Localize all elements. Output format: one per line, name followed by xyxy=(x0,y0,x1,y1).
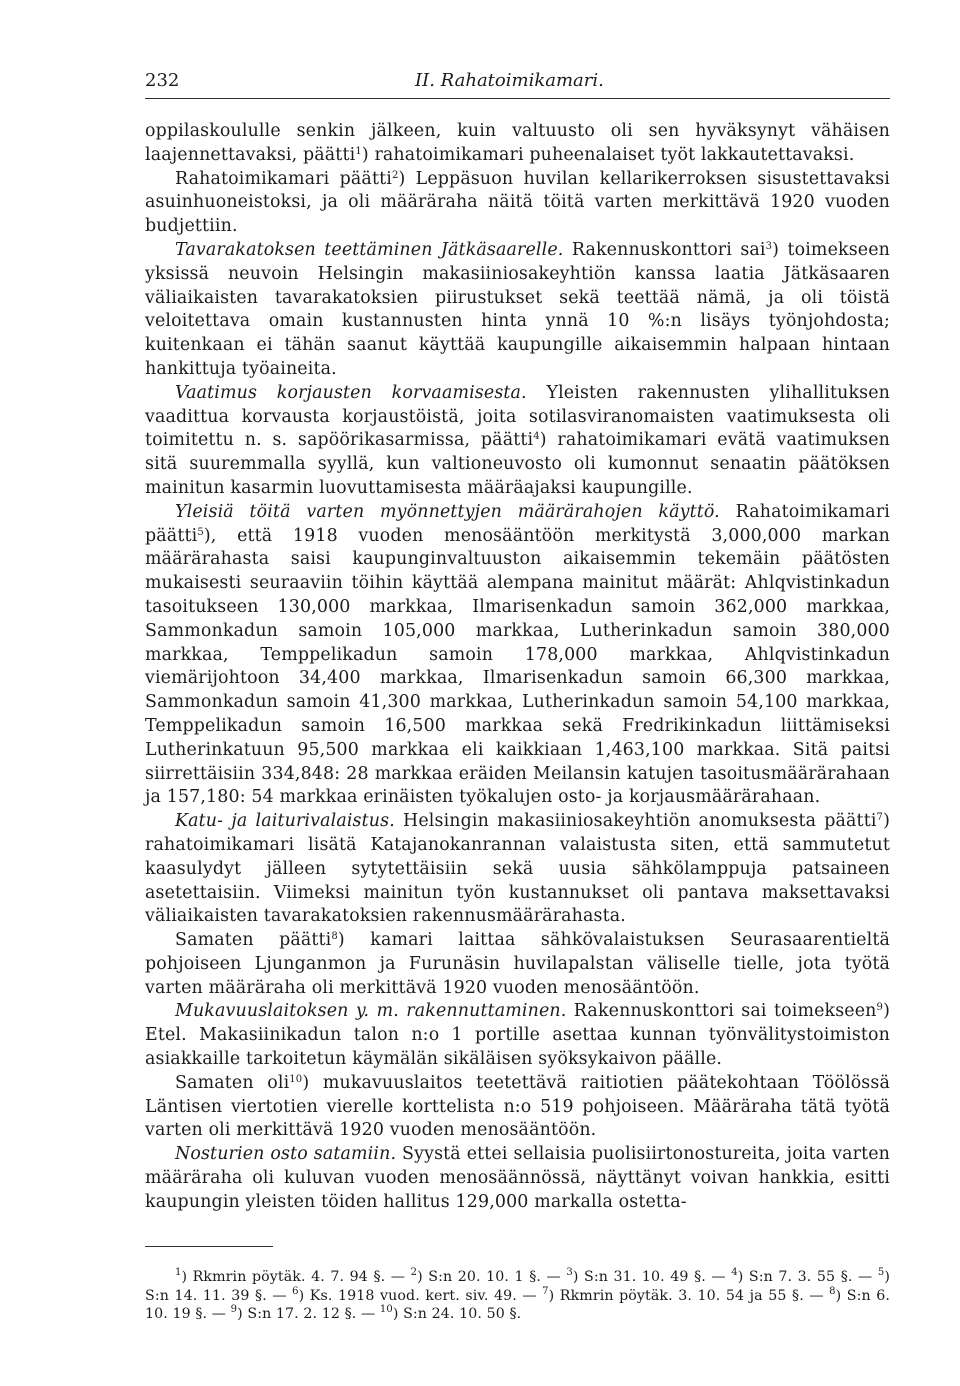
footnote-number: 9 xyxy=(230,1304,238,1315)
paragraph-text: Rahatoimikamari päätti xyxy=(145,501,891,546)
paragraph-text: ) rahatoimikamari evätä vaatimuksen sitä suuremmalla syyllä, kun valtioneuvosto oli kumonnut senaatin päätöksen mainitun kasarmin luovuttamisesta määräajaksi kaupungille. xyxy=(145,430,890,498)
paragraph xyxy=(145,1072,890,1143)
footnote-marker: 7 xyxy=(876,812,884,824)
paragraph-heading: Yleisiä töitä varten myönnettyjen määrärahojen käyttö. xyxy=(175,501,720,522)
paragraph-text: ) toimekseen yksissä neuvoin Helsingin makasiiniosakeyhtiön kanssa laatia Jätkäsaaren väliaikaisten tavarakatoksien piirustukset sekä teettää nämä, ja oli töistä veloitettava omain kustannusten hinta ynnä 10 %:n lisäys työnjohdosta; kuitenkaan ei tähän saanut käyttää kaupungille aikaisemmin halpaan hintaan hankittuja työaineita. xyxy=(145,239,891,379)
running-head xyxy=(145,70,890,96)
footnote-number: 10 xyxy=(379,1304,393,1315)
footnote-text: ) S:n 6. 10. 19 §. — xyxy=(145,1287,890,1322)
footnote-text: ) Rkmrin pöytäk. 4. 7. 94 §. — xyxy=(181,1269,411,1285)
paragraph-text: ) mukavuuslaitos teetettävä raitiotien päätekohtaan Töölössä Läntisen viertotien vierelle korttelista n:o 519 pohjoiseen. Määräraha tätä työtä varten oli merkittävä 1920 vuoden menosääntöön. xyxy=(145,1072,890,1141)
footnote-text: ) S:n 31. 10. 49 §. — xyxy=(572,1269,732,1285)
footnote-number: 2 xyxy=(410,1267,418,1278)
footnote-number: 8 xyxy=(829,1285,836,1297)
footnote-number: 3 xyxy=(566,1267,573,1278)
footnote-marker: 5 xyxy=(197,526,204,538)
paragraph-heading: Tavarakatoksen teettäminen Jätkäsaarelle. xyxy=(175,239,564,260)
paragraph-text: ) Leppäsuon huvilan kellarikerroksen sisustettavaksi asuinhuoneistoksi, ja oli määräraha näitä töitä varten merkittävä 1920 vuoden budjettiin. xyxy=(145,168,890,237)
paragraph-heading: Mukavuuslaitoksen y. m. rakennuttaminen. xyxy=(175,1001,567,1022)
paragraph-text: ) rahatoimikamari puheenalaiset työt lakkautettavaksi. xyxy=(361,144,855,165)
section-title: II. Rahatoimikamari. xyxy=(415,70,604,91)
footnote-marker: 1 xyxy=(355,145,362,157)
paragraph-text: ) Etel. Makasiinikadun talon n:o 1 portille asettaa kunnan työnvälitystoimiston asiakkaille tarkoitetun käymälän sikäläisen syöksykaivon päälle. xyxy=(145,1001,890,1070)
paragraph xyxy=(145,120,890,168)
footnote-text: ) S:n 7. 3. 55 §. — xyxy=(737,1269,878,1285)
footnote-marker: 9 xyxy=(876,1002,884,1014)
paragraph xyxy=(145,810,890,929)
paragraph xyxy=(145,382,890,501)
paragraph-heading: Nosturien osto satamiin. xyxy=(175,1144,397,1165)
header-rule xyxy=(145,98,890,99)
footnote-number: 6 xyxy=(292,1285,299,1297)
paragraph-text: ) kamari laittaa sähkövalaistuksen Seurasaarentieltä pohjoiseen Ljunganmon ja Furunäsin huvilapalstan väliselle tielle, jota työtä varten määräraha oli merkittävä 1920 vuoden menosääntöön. xyxy=(145,930,890,998)
paragraph xyxy=(145,168,890,239)
paragraph-text: Rakennuskonttori sai toimekseen xyxy=(566,1001,877,1022)
paragraph xyxy=(145,239,890,382)
footnote-number: 1 xyxy=(175,1267,182,1278)
page-number: 232 xyxy=(145,70,180,91)
footnote-marker: 3 xyxy=(765,240,773,252)
footnote-text: ) S:n 24. 10. 50 §. xyxy=(392,1306,522,1322)
footnote-marker: 4 xyxy=(533,431,540,443)
footnote-paragraph xyxy=(145,1268,890,1324)
paragraph-text: ), että 1918 vuoden menosääntöön merkitystä 3,000,000 markan määrärahasta saisi kaupunginvaltuuston aikaisemmin tekemäin päätösten mukaisesti seuraaviin töihin käyttää alempana mainitut määrät: Ahlqvistinkadun tasoitukseen 130,000 markkaa, Ilmarisenkadun samoin 362,000 markkaa, Sammonkadun samoin 105,000 markkaa, Lutherinkadun samoin 380,000 markkaa, Temppelikadun samoin 178,000 markkaa, Ahlqvistinkadun viemärijohtoon 34,400 markkaa, Ilmarisenkadun samoin 66,300 markkaa, Sammonkadun samoin 41,300 markkaa, Lutherinkadun samoin 54,100 markkaa, Temppelikadun samoin 16,500 markkaa sekä Fredrikinkadun liittämiseksi Lutherinkatuun 95,500 markkaa eli kaikkiaan 1,463,100 markkaa. Sitä paitsi siirrettäisiin 334,848: 28 markkaa eräiden Meilansin katujen tasoitusmäärärahaan ja 157,180: 54 markkaa erinäisten työkalujen osto- ja korjausmäärärahaan. xyxy=(145,525,890,808)
paragraph xyxy=(145,501,890,810)
paragraph-text: Rakennuskonttori sai xyxy=(563,239,766,260)
footnote-text: ) Rkmrin pöytäk. 3. 10. 54 ja 55 §. — xyxy=(548,1287,830,1304)
paragraph-text: Samaten oli xyxy=(175,1072,290,1093)
paragraph-text: Yleisten rakennusten ylihallituksen vaadittua korvausta korjaustöistä, joita sotilasviranomaisten vaatimuksesta oli toimitettu n. s. sapöörikasarmissa, päätti xyxy=(145,382,891,451)
footnote-marker: 10 xyxy=(289,1073,303,1085)
footnote-text: ) S:n 20. 10. 1 §. — xyxy=(417,1269,567,1285)
body-text xyxy=(145,120,890,1215)
footnotes xyxy=(145,1268,890,1324)
footnote-number: 4 xyxy=(731,1267,738,1278)
footnote-text: ) S:n 17. 2. 12 §. — xyxy=(237,1306,380,1322)
paragraph-text: Rahatoimikamari päätti xyxy=(175,168,392,189)
footnote-number: 7 xyxy=(542,1285,549,1297)
paragraph xyxy=(145,1000,890,1071)
paragraph-text: Helsingin makasiiniosakeyhtiön anomuksesta päätti xyxy=(394,811,877,832)
footnote-marker: 2 xyxy=(391,169,399,181)
footnote-rule xyxy=(145,1246,273,1247)
paragraph-heading: Katu- ja laiturivalaistus. xyxy=(175,811,395,832)
footnote-text: ) S:n 14. 11. 39 §. — xyxy=(145,1269,890,1304)
paragraph-text: Syystä ettei sellaisia puolisiirtonostureita, joita varten määräraha oli kuluvan vuoden menosäännössä, näyttänyt voivan hankkia, esitti kaupungin yleisten töiden hallitus 129,000 markalla ostetta- xyxy=(145,1144,890,1212)
paragraph-text: ) rahatoimikamari lisätä Katajanokanrannan valaistusta siten, että sammutetut kaasulydyt jälleen sytytettäisiin sekä uusia sähkölamppuja patsaineen asetettaisiin. Viimeksi mainitun työn kustannukset oli pantava maksettavaksi väliaikaisten tavarakatoksien rakennusmäärärahasta. xyxy=(145,811,890,927)
paragraph xyxy=(145,929,890,1000)
paragraph-text: Samaten päätti xyxy=(175,930,332,951)
paragraph-text: oppilaskoululle senkin jälkeen, kuin valtuusto oli sen hyväksynyt vähäisen laajennettavaksi, päätti xyxy=(145,121,890,165)
footnote-number: 5 xyxy=(877,1267,885,1278)
footnote-marker: 8 xyxy=(331,931,338,943)
paragraph xyxy=(145,1143,890,1214)
footnote-text: ) Ks. 1918 vuod. kert. siv. 49. — xyxy=(298,1287,543,1304)
paragraph-heading: Vaatimus korjausten korvaamisesta. xyxy=(175,382,527,403)
